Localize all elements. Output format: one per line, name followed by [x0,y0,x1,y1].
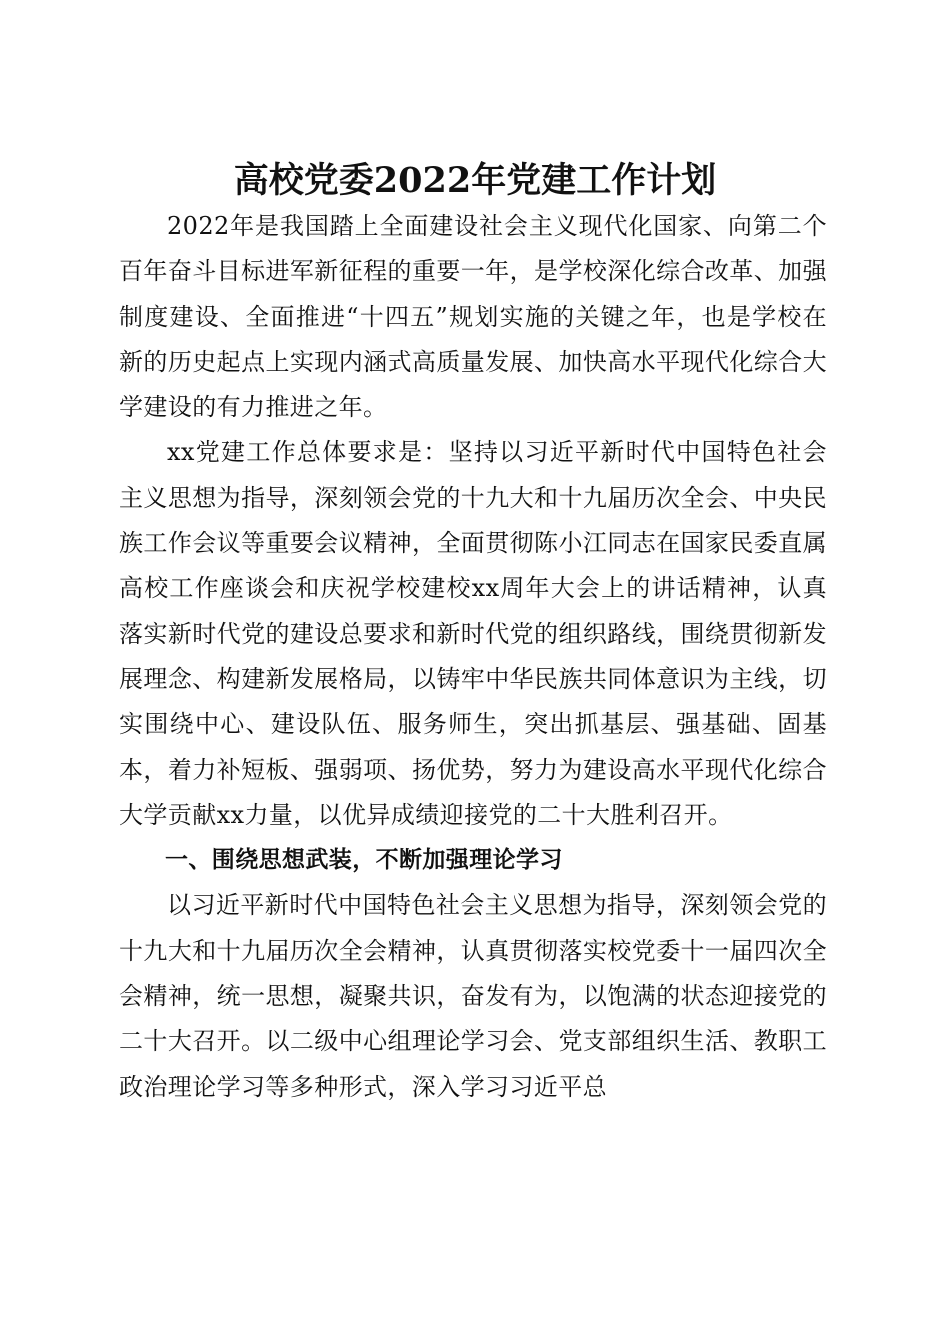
document-body [119,204,827,1110]
document-title: 高校党委2022年党建工作计划 [233,160,717,202]
intro-paragraph: 2022年是我国踏上全面建设社会主义现代化国家、向第二个百年奋斗目标进军新征程的重要一年，是学校深化综合改革、加强制度建设、全面推进“十四五”规划实施的关键之年，也是学校在新的历史起点上实现内涵式高质量发展、加快高水平现代化综合大学建设的有力推进之年。 [119,212,827,422]
section-paragraph: 以习近平新时代中国特色社会主义思想为指导，深刻领会党的十九大和十九届历次全会精神，认真贯彻落实校党委十一届四次全会精神，统一思想，凝聚共识，奋发有为，以饱满的状态迎接党的二十大召开。以二级中心组理论学习会、党支部组织生活、教职工政治理论学习等多种形式，深入学习习近平总 [119,891,827,1101]
section-heading: 一、围绕思想武装，不断加强理论学习 [165,847,563,874]
requirements-paragraph: xx党建工作总体要求是：坚持以习近平新时代中国特色社会主义思想为指导，深刻领会党的十九大和十九届历次全会、中央民族工作会议等重要会议精神，全面贯彻陈小江同志在国家民委直属高校工作座谈会和庆祝学校建校xx周年大会上的讲话精神，认真落实新时代党的建设总要求和新时代党的组织路线，围绕贯彻新发展理念、构建新发展格局，以铸牢中华民族共同体意识为主线，切实围绕中心、建设队伍、服务师生，突出抓基层、强基础、固基本，着力补短板、强弱项、扬优势，努力为建设高水平现代化综合大学贡献xx力量，以优异成绩迎接党的二十大胜利召开。 [119,438,827,829]
